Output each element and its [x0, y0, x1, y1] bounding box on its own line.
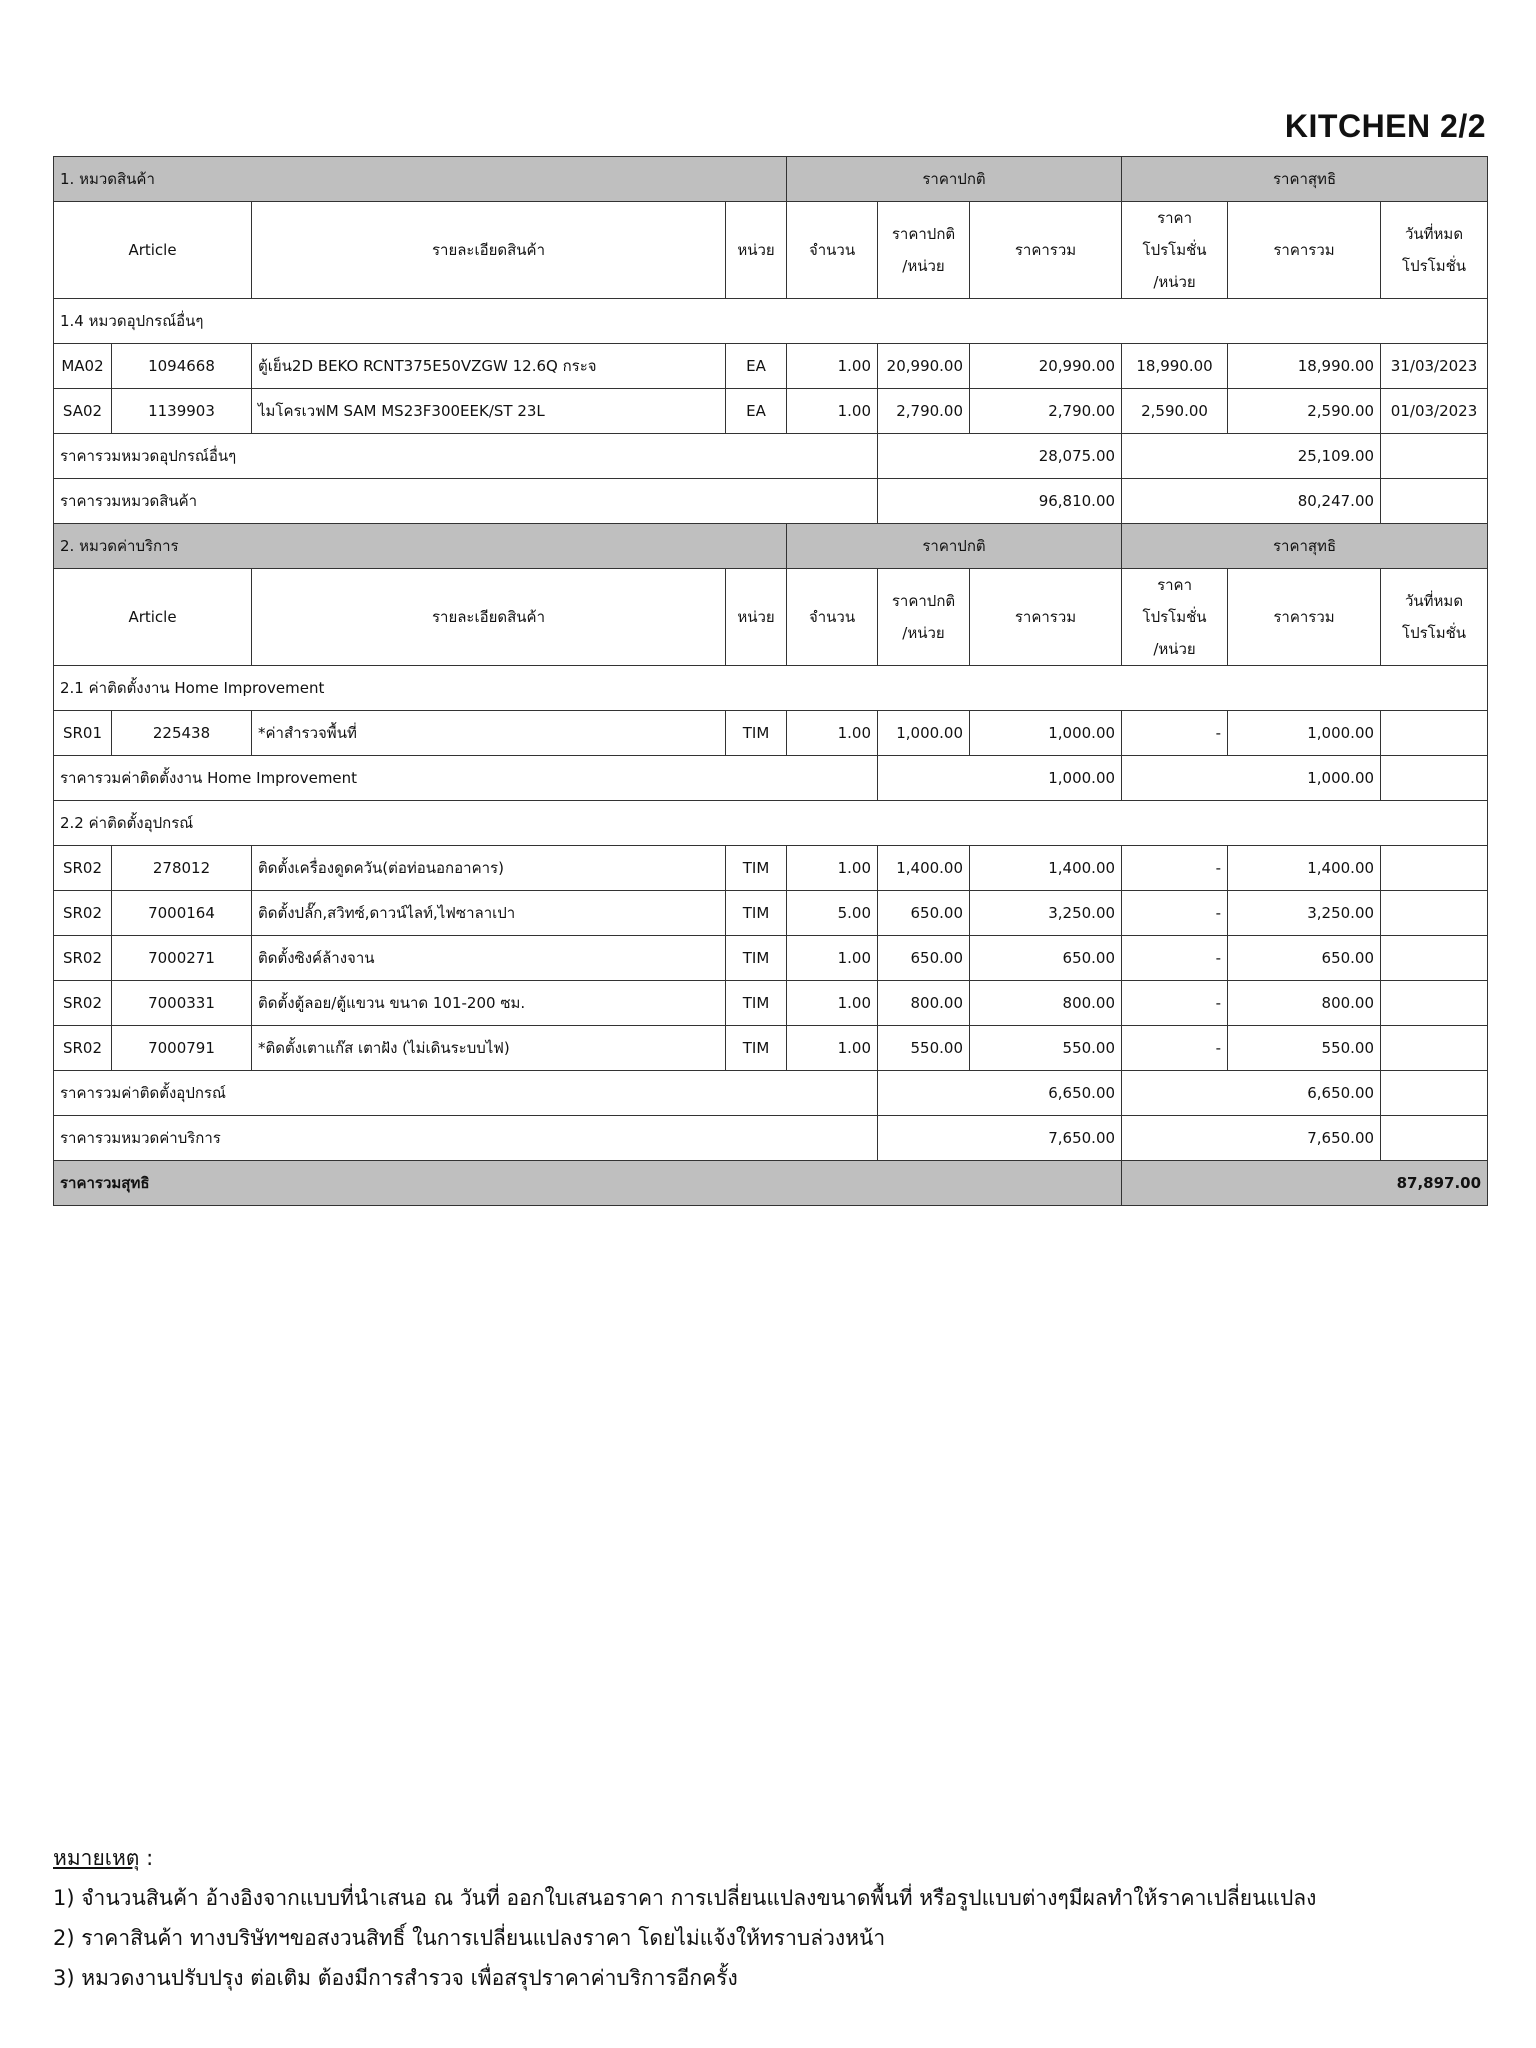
- table-row: MA02 1094668 ตู้เย็น2D BEKO RCNT375E50VZGW 12.6Q กระจ EA 1.00 20,990.00 20,990.00 18,990.00 18,990.00 31/03/2023: [54, 344, 1488, 389]
- col-promo: ราคา โปรโมชั่น /หน่วย: [1122, 569, 1228, 666]
- subtotal-row: ราคารวมหมวดอุปกรณ์อื่นๆ 28,075.00 25,109.00: [54, 434, 1488, 479]
- col-article: Article: [54, 569, 252, 666]
- col-article: Article: [54, 202, 252, 299]
- table-row: SR02 7000164 ติดตั้งปลั๊ก,สวิทซ์,ดาวน์ไลท์,ไฟซาลาเปา TIM 5.00 650.00 3,250.00 - 3,250.00: [54, 891, 1488, 936]
- grand-total-row: [54, 1161, 1488, 1206]
- table-row: SR02 7000271 ติดตั้งซิงค์ล้างจาน TIM 1.00 650.00 650.00 - 650.00: [54, 936, 1488, 981]
- page-title: KITCHEN 2/2: [1284, 108, 1486, 144]
- col-detail: รายละเอียดสินค้า: [252, 569, 726, 666]
- subtotal-row: ราคารวมค่าติดตั้งอุปกรณ์ 6,650.00 6,650.00: [54, 1071, 1488, 1116]
- normal-price-header: ราคาปกติ: [787, 157, 1122, 202]
- net-price-header: ราคาสุทธิ: [1122, 524, 1488, 569]
- section-title: 1. หมวดสินค้า: [54, 157, 787, 202]
- table-row: SR02 7000331 ติดตั้งตู้ลอย/ตู้แขวน ขนาด 101-200 ซม. TIM 1.00 800.00 800.00 - 800.00: [54, 981, 1488, 1026]
- subsection-header: [54, 299, 1488, 344]
- grand-total-label: ราคารวมสุทธิ: [54, 1161, 1122, 1206]
- table-row: SR02 278012 ติดตั้งเครื่องดูดควัน(ต่อท่อนอกอาคาร) TIM 1.00 1,400.00 1,400.00 - 1,400.00: [54, 846, 1488, 891]
- table-row: SR02 7000791 *ติดตั้งเตาแก๊ส เตาฝัง (ไม่เดินระบบไฟ) TIM 1.00 550.00 550.00 - 550.00: [54, 1026, 1488, 1071]
- net-price-header: ราคาสุทธิ: [1122, 157, 1488, 202]
- col-net-total: ราคารวม: [1228, 569, 1381, 666]
- col-total: ราคารวม: [970, 202, 1122, 299]
- section-title: 2. หมวดค่าบริการ: [54, 524, 787, 569]
- subsection-title: 2.2 ค่าติดตั้งอุปกรณ์: [54, 801, 1488, 846]
- notes-section: [53, 1838, 1316, 1998]
- col-net-total: ราคารวม: [1228, 202, 1381, 299]
- section-header: [54, 524, 1488, 569]
- note-line: 2) ราคาสินค้า ทางบริษัทฯขอสงวนสิทธิ์ ในการเปลี่ยนแปลงราคา โดยไม่แจ้งให้ทราบล่วงหน้า: [53, 1926, 886, 1950]
- col-promo: ราคา โปรโมชั่น /หน่วย: [1122, 202, 1228, 299]
- normal-price-header: ราคาปกติ: [787, 524, 1122, 569]
- subsection-header: [54, 801, 1488, 846]
- column-header-row: [54, 569, 1488, 666]
- section-total-row: ราคารวมหมวดค่าบริการ 7,650.00 7,650.00: [54, 1116, 1488, 1161]
- col-expire: วันที่หมด โปรโมชั่น: [1381, 202, 1488, 299]
- note-line: 1) จำนวนสินค้า อ้างอิงจากแบบที่นำเสนอ ณ วันที่ ออกใบเสนอราคา การเปลี่ยนแปลงขนาดพื้นที่ หรือรูปแบบต่างๆมีผลทำให้ราคาเปลี่ยนแปลง: [53, 1886, 1317, 1910]
- col-qty: จำนวน: [787, 569, 878, 666]
- section-total-row: ราคารวมหมวดสินค้า 96,810.00 80,247.00: [54, 479, 1488, 524]
- col-detail: รายละเอียดสินค้า: [252, 202, 726, 299]
- subsection-title: 2.1 ค่าติดตั้งงาน Home Improvement: [54, 666, 1488, 711]
- col-total: ราคารวม: [970, 569, 1122, 666]
- quotation-table: [53, 156, 1488, 1206]
- subsection-title: 1.4 หมวดอุปกรณ์อื่นๆ: [54, 299, 1488, 344]
- table-row: SR01 225438 *ค่าสำรวจพื้นที่ TIM 1.00 1,000.00 1,000.00 - 1,000.00: [54, 711, 1488, 756]
- notes-heading: หมายเหตุ :: [53, 1846, 154, 1870]
- col-unit: หน่วย: [726, 569, 787, 666]
- grand-total-value: 87,897.00: [1122, 1161, 1488, 1206]
- subtotal-row: ราคารวมค่าติดตั้งงาน Home Improvement 1,000.00 1,000.00: [54, 756, 1488, 801]
- section-header: [54, 157, 1488, 202]
- note-line: 3) หมวดงานปรับปรุง ต่อเติม ต้องมีการสำรวจ เพื่อสรุปราคาค่าบริการอีกครั้ง: [53, 1966, 738, 1990]
- col-qty: จำนวน: [787, 202, 878, 299]
- subsection-header: [54, 666, 1488, 711]
- table-row: SA02 1139903 ไมโครเวฟM SAM MS23F300EEK/ST 23L EA 1.00 2,790.00 2,790.00 2,590.00 2,590.00 01/03/2023: [54, 389, 1488, 434]
- col-expire: วันที่หมด โปรโมชั่น: [1381, 569, 1488, 666]
- col-normal-unit: ราคาปกติ /หน่วย: [878, 569, 970, 666]
- col-normal-unit: ราคาปกติ /หน่วย: [878, 202, 970, 299]
- col-unit: หน่วย: [726, 202, 787, 299]
- column-header-row: [54, 202, 1488, 299]
